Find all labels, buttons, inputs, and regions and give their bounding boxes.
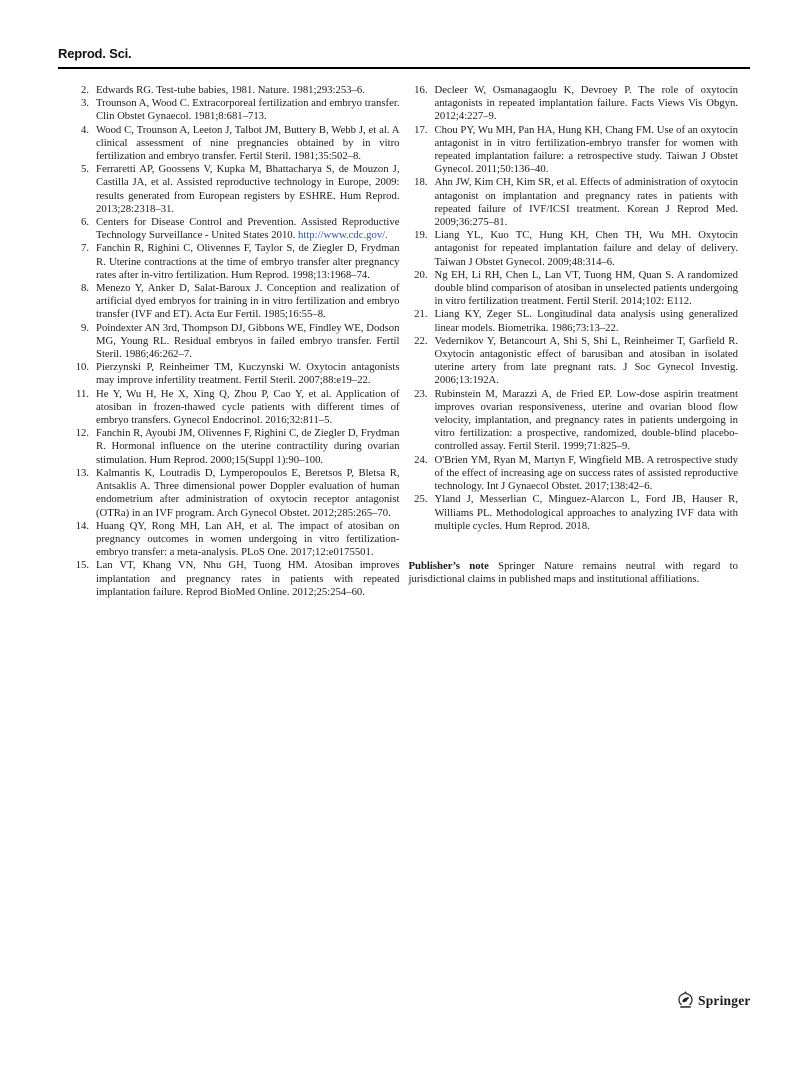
reference-number: 2. bbox=[80, 84, 89, 96]
reference-item bbox=[70, 124, 400, 164]
reference-text: Edwards RG. Test-tube babies, 1981. Nature. 1981;293:253–6. bbox=[96, 84, 365, 96]
reference-number: 12. bbox=[75, 427, 89, 440]
reference-text: Liang YL, Kuo TC, Hung KH, Chen TH, Wu MH. Oxytocin antagonist for repeated implantation failure and delay of delivery. Taiwan J Obstet Gynecol. 2009;48:314–6. bbox=[434, 229, 738, 268]
reference-text: Poindexter AN 3rd, Thompson DJ, Gibbons WE, Findley WE, Dodson MG, Young RL. Residual embryos in failed embryo transfer. Fertil Steril. 1986;46:262–7. bbox=[96, 321, 400, 361]
references-list-right bbox=[409, 84, 739, 533]
reference-number: 20. bbox=[414, 268, 428, 281]
reference-number: 16. bbox=[414, 84, 428, 96]
reference-item bbox=[409, 269, 739, 309]
reference-text: Vedernikov Y, Betancourt A, Shi S, Shi L, Reinheimer T, Garfield R. Oxytocin antagonistic effect of barusiban and atosiban in isolated uterine artery from late pregnant rats. J Soc Gynecol Investig. 2006;13:192A. bbox=[434, 334, 738, 387]
reference-item bbox=[70, 520, 400, 560]
reference-number: 7. bbox=[80, 242, 89, 255]
reference-number: 14. bbox=[75, 519, 89, 532]
reference-item bbox=[70, 216, 400, 242]
reference-number: 5. bbox=[80, 163, 89, 176]
reference-text: Ahn JW, Kim CH, Kim SR, et al. Effects of administration of oxytocin antagonist on implantation and pregnancy rates in patients with repeated failure of IVF/ICSI treatment. Korean J Reprod Med. 2009;36:275–81. bbox=[434, 176, 738, 229]
publisher-note-label: Publisher’s note bbox=[408, 559, 489, 572]
reference-item bbox=[70, 467, 400, 520]
reference-text: Kalmantis K, Loutradis D, Lymperopoulos E, Beretsos P, Bletsa R, Antsaklis A. Three dimensional power Doppler evaluation of human endometrium after administration of oxytocin receptor antagonist (OTRa) in an IVF program. Arch Gynecol Obstet. 2012;285:265–70. bbox=[96, 466, 400, 519]
reference-item bbox=[409, 388, 739, 454]
reference-number: 21. bbox=[414, 308, 428, 321]
reference-text: He Y, Wu H, He X, Xing Q, Zhou P, Cao Y, et al. Application of atosiban in frozen-thawed cycle patients with different times of embryo transfers. Gynecol Endocrinol. 2016;32:811–5. bbox=[96, 387, 400, 427]
reference-text: Pierzynski P, Reinheimer TM, Kuczynski W. Oxytocin antagonists may improve infertility treatment. Fertil Steril. 2007;88:e19–22. bbox=[96, 361, 400, 387]
reference-item bbox=[70, 427, 400, 467]
reference-text: Decleer W, Osmanagaoglu K, Devroey P. The role of oxytocin antagonists in repeated implantation failure. Facts Views Vis Obgyn. 2012;4:227–9. bbox=[434, 84, 738, 123]
reference-text: Wood C, Trounson A, Leeton J, Talbot JM, Buttery B, Webb J, et al. A clinical assessment of nine pregnancies obtained by in vitro fertilization and embryo transfer. Fertil Steril. 1981;35:502–8. bbox=[96, 123, 400, 163]
reference-item bbox=[409, 229, 739, 269]
references-section bbox=[70, 84, 738, 599]
references-column-right bbox=[409, 84, 739, 599]
reference-item bbox=[70, 361, 400, 387]
reference-number: 15. bbox=[75, 559, 89, 572]
reference-text: Huang QY, Rong MH, Lan AH, et al. The impact of atosiban on pregnancy outcomes in women undergoing in vitro fertilization-embryo transfer: a meta-analysis. PLoS One. 2017;12:e0175501. bbox=[96, 519, 400, 559]
reference-number: 11. bbox=[76, 387, 89, 400]
reference-text: Fanchin R, Ayoubi JM, Olivennes F, Righini C, de Ziegler D, Frydman R. Hormonal influence on the uterine contractility during ovarian stimulation. Hum Reprod. 2000;15(Suppl 1):90–100. bbox=[96, 427, 400, 466]
reference-number: 8. bbox=[80, 282, 89, 295]
reference-number: 3. bbox=[80, 97, 89, 110]
reference-item bbox=[409, 454, 739, 494]
reference-number: 6. bbox=[80, 216, 89, 229]
reference-number: 22. bbox=[414, 334, 428, 347]
reference-number: 18. bbox=[414, 176, 428, 189]
reference-text: Ferraretti AP, Goossens V, Kupka M, Bhattacharya S, de Mouzon J, Castilla JA, et al. Assisted reproductive technology in Europe, 2009: results generated from European registers by ESHRE. Hum Reprod. 2013;28:2318–31. bbox=[96, 163, 400, 215]
reference-text: Fanchin R, Righini C, Olivennes F, Taylor S, de Ziegler D, Frydman R. Uterine contractions at the time of embryo transfer alter pregnancy rates after in-vitro fertilization. Hum Reprod. 1998;13:1968–74. bbox=[96, 242, 400, 281]
reference-text: Yland J, Messerlian C, Minguez-Alarcon L, Ford JB, Hauser R, Williams PL. Methodological approaches to analyzing IVF data with multiple cycles. Hum Reprod. 2018. bbox=[434, 493, 738, 532]
reference-number: 23. bbox=[414, 387, 428, 400]
reference-item bbox=[70, 282, 400, 322]
reference-text: O'Brien YM, Ryan M, Martyn F, Wingfield MB. A retrospective study of the effect of increasing age on success rates of assisted reproductive technology. Int J Gynaecol Obstet. 2017;138:42–6. bbox=[434, 453, 738, 493]
reference-number: 24. bbox=[414, 453, 428, 466]
reference-text: Centers for Disease Control and Prevention. Assisted Reproductive Technology Surveillance - United States 2010. http://www.cdc.gov/. bbox=[96, 216, 400, 242]
reference-number: 4. bbox=[80, 123, 89, 136]
reference-link[interactable]: http://www.cdc.gov/. bbox=[297, 229, 388, 242]
reference-item bbox=[70, 163, 400, 216]
reference-number: 25. bbox=[414, 493, 428, 506]
reference-item bbox=[70, 84, 400, 97]
running-head bbox=[58, 46, 750, 69]
reference-text: Rubinstein M, Marazzi A, de Fried EP. Low-dose aspirin treatment improves ovarian responsiveness, uterine and ovarian blood flow velocity, implantation, and pregnancy rates in patients undergoing in vitro fertilization: a prospective, randomized, double-blind placebo-controlled assay. Fertil Steril. 1999;71:825–9. bbox=[434, 387, 738, 453]
reference-item bbox=[409, 176, 739, 229]
reference-number: 10. bbox=[75, 361, 89, 374]
reference-text: Chou PY, Wu MH, Pan HA, Hung KH, Chang FM. Use of an oxytocin antagonist in in vitro fertilization-embryo transfer for women with repeated implantation failure: a retrospective study. Taiwan J Obstet Gynecol. 2011;50:136–40. bbox=[434, 123, 738, 176]
reference-number: 17. bbox=[414, 123, 428, 136]
reference-number: 13. bbox=[75, 466, 89, 479]
reference-item bbox=[409, 335, 739, 388]
reference-item bbox=[409, 124, 739, 177]
reference-item bbox=[70, 97, 400, 123]
reference-text: Menezo Y, Anker D, Salat-Baroux J. Conception and realization of artificial dyed embryos for training in in vitro fertilization and embryo transfer (IVF and ET). Acta Eur Fertil. 1985;16:55–8. bbox=[96, 282, 400, 321]
reference-text: Ng EH, Li RH, Chen L, Lan VT, Tuong HM, Quan S. A randomized double blind comparison of atosiban in unselected patients undergoing in vitro fertilization treatment. Fertil Steril. 2014;102: E112. bbox=[434, 268, 738, 308]
reference-item bbox=[409, 308, 739, 334]
reference-text: Lan VT, Khang VN, Nhu GH, Tuong HM. Atosiban improves implantation and pregnancy rates in patients with repeated implantation failure. Reprod BioMed Online. 2012;25:254–60. bbox=[96, 559, 400, 598]
publisher-note-text: Springer Nature remains neutral with regard to jurisdictional claims in published maps and institutional affiliations. bbox=[408, 559, 738, 586]
journal-title: Reprod. Sci. bbox=[58, 46, 132, 61]
springer-horse-icon bbox=[677, 991, 694, 1010]
springer-logo bbox=[677, 991, 751, 1010]
reference-number: 9. bbox=[80, 321, 89, 334]
reference-text: Trounson A, Wood C. Extracorporeal fertilization and embryo transfer. Clin Obstet Gynaecol. 1981;8:681–713. bbox=[96, 97, 400, 123]
reference-item bbox=[70, 242, 400, 282]
reference-item bbox=[70, 388, 400, 428]
publisher-note bbox=[409, 560, 739, 586]
reference-item bbox=[70, 559, 400, 599]
springer-wordmark: Springer bbox=[698, 992, 751, 1008]
reference-text: Liang KY, Zeger SL. Longitudinal data analysis using generalized linear models. Biometrika. 1986;73:13–22. bbox=[434, 308, 738, 334]
reference-item bbox=[409, 493, 739, 533]
reference-item bbox=[409, 84, 739, 124]
header-rule bbox=[58, 67, 750, 69]
reference-number: 19. bbox=[414, 229, 428, 242]
reference-item bbox=[70, 322, 400, 362]
references-column-left bbox=[70, 84, 400, 599]
